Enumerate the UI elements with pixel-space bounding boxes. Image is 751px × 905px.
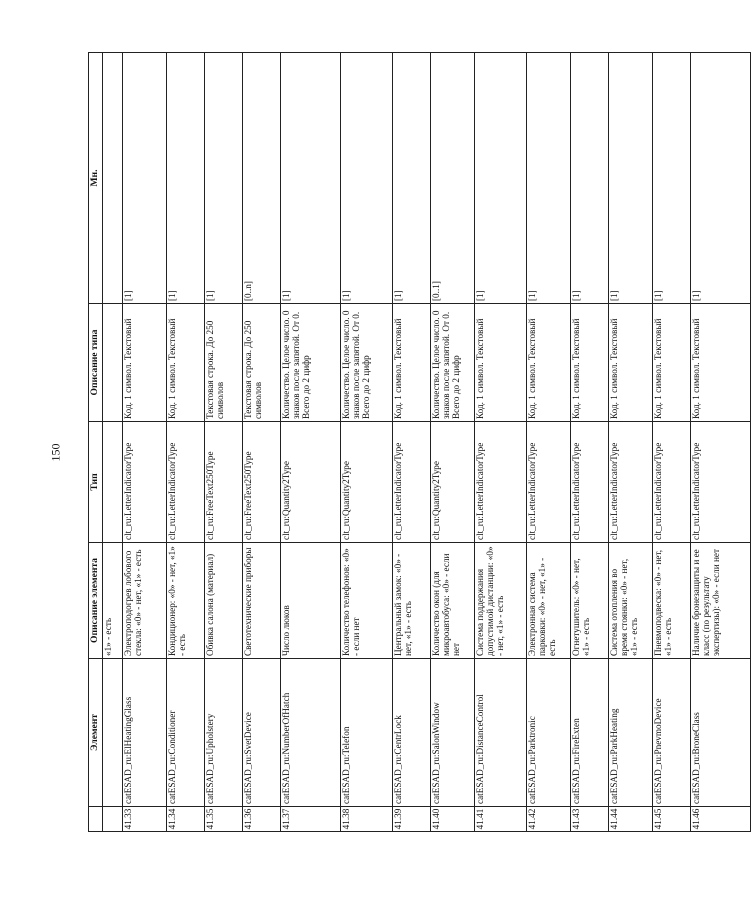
row-element: catESAD_ru:SalonWindow <box>431 659 475 807</box>
row-number: 41.40 <box>431 807 475 832</box>
row-number: 41.39 <box>393 807 431 832</box>
row-element: catESAD_ru:NumberOfHatch <box>281 659 341 807</box>
row-number: 41.38 <box>341 807 393 832</box>
row-element-desc: Кондиционер: «0» - нет, «1» - есть <box>167 543 205 659</box>
row-multiplicity: [1] <box>205 53 243 304</box>
row-type: clt_ru:Quantity2Type <box>341 422 393 543</box>
row-element-desc: Система поддержания допустимой дистанции: «0» - нет, «1» - есть <box>475 543 527 659</box>
header-element: Элемент <box>89 659 103 807</box>
table-row <box>527 53 571 832</box>
row-multiplicity: [1] <box>527 53 571 304</box>
row-element-desc: Число люков <box>281 543 341 659</box>
row-type: clt_ru:LetterIndicatorType <box>653 422 691 543</box>
row-type-desc: Код. 1 символ. Текстовый <box>609 304 653 422</box>
table-body <box>123 53 751 832</box>
row-element-desc: Пневмоподвеска: «0» - нет, «1» - есть <box>653 543 691 659</box>
row-type: clt_ru:Quantity2Type <box>431 422 475 543</box>
row-multiplicity: [1] <box>691 53 751 304</box>
row-number: 41.35 <box>205 807 243 832</box>
continuation-row <box>103 53 123 832</box>
row-type: clt_ru:FreeText250Type <box>243 422 281 543</box>
row-multiplicity: [1] <box>475 53 527 304</box>
row-element: catESAD_ru:CentrLock <box>393 659 431 807</box>
table-row <box>609 53 653 832</box>
table-row <box>281 53 341 832</box>
row-type: clt_ru:LetterIndicatorType <box>393 422 431 543</box>
row-type: clt_ru:Quantity2Type <box>281 422 341 543</box>
row-type-desc: Количество. Целое число. 0 знаков после запятой. От 0. Всего до 2 цифр <box>431 304 475 422</box>
row-element: catESAD_ru:PnevmoDevice <box>653 659 691 807</box>
row-number: 41.45 <box>653 807 691 832</box>
row-element: catESAD_ru:Parktronic <box>527 659 571 807</box>
header-type-desc: Описание типа <box>89 304 103 422</box>
row-multiplicity: [1] <box>341 53 393 304</box>
row-type-desc: Код. 1 символ. Текстовый <box>527 304 571 422</box>
header-row <box>89 53 103 832</box>
row-element: catESAD_ru:SvetDevice <box>243 659 281 807</box>
row-multiplicity: [1] <box>167 53 205 304</box>
row-number: 41.44 <box>609 807 653 832</box>
row-type: clt_ru:FreeText250Type <box>205 422 243 543</box>
row-element: catESAD_ru:FireExten <box>571 659 609 807</box>
row-number: 41.41 <box>475 807 527 832</box>
row-multiplicity: [1] <box>571 53 609 304</box>
row-type-desc: Код. 1 символ. Текстовый <box>393 304 431 422</box>
row-multiplicity: [1] <box>123 53 167 304</box>
table-row <box>341 53 393 832</box>
header-multiplicity: Мн. <box>89 53 103 304</box>
row-type-desc: Текстовая строка. До 250 символов <box>243 304 281 422</box>
row-element-desc: Обивка салона (материал) <box>205 543 243 659</box>
row-element: catESAD_ru:ParkHeating <box>609 659 653 807</box>
page-number: 150 <box>48 443 63 462</box>
table-row <box>571 53 609 832</box>
row-number: 41.34 <box>167 807 205 832</box>
table-row <box>123 53 167 832</box>
header-element-desc: Описание элемента <box>89 543 103 659</box>
table-row <box>691 53 751 832</box>
row-number: 41.37 <box>281 807 341 832</box>
row-type: clt_ru:LetterIndicatorType <box>609 422 653 543</box>
row-type-desc: Количество. Целое число. 0 знаков после запятой. От 0. Всего до 2 цифр <box>281 304 341 422</box>
row-number: 41.33 <box>123 807 167 832</box>
row-number: 41.43 <box>571 807 609 832</box>
row-multiplicity: [1] <box>609 53 653 304</box>
row-element-desc: Система отопления во время стоянки: «0» - нет, «1» - есть <box>609 543 653 659</box>
row-element: catESAD_ru:Upholstery <box>205 659 243 807</box>
row-element-desc: Светотехнические приборы <box>243 543 281 659</box>
row-type: clt_ru:LetterIndicatorType <box>527 422 571 543</box>
table-row <box>475 53 527 832</box>
row-type-desc: Количество. Целое число. 0 знаков после запятой. От 0. Всего до 2 цифр <box>341 304 393 422</box>
row-element-desc: Количество окон (для микроавтобуса: «0» - если нет <box>431 543 475 659</box>
data-table <box>88 52 751 832</box>
row-element-desc: Огнетушитель: «0» - нет, «1» - есть <box>571 543 609 659</box>
row-element: catESAD_ru:Telefon <box>341 659 393 807</box>
row-multiplicity: [1] <box>653 53 691 304</box>
row-type: clt_ru:LetterIndicatorType <box>475 422 527 543</box>
continuation-text: «1» - есть <box>103 543 123 659</box>
row-multiplicity: [1] <box>393 53 431 304</box>
row-element-desc: Наличие бронезащиты и ее класс (по результату экспертизы): «0» - если нет <box>691 543 751 659</box>
row-multiplicity: [1] <box>281 53 341 304</box>
row-element-desc: Электронная система парковки: «0» - нет, «1» - есть <box>527 543 571 659</box>
table-row <box>167 53 205 832</box>
row-number: 41.46 <box>691 807 751 832</box>
row-multiplicity: [0..1] <box>431 53 475 304</box>
row-element-desc: Количество телефонов: «0» - если нет <box>341 543 393 659</box>
row-element-desc: Электроподогрев лобового стекла: «0» - нет, «1» - есть <box>123 543 167 659</box>
row-element-desc: Центральный замок: «0» - нет, «1» - есть <box>393 543 431 659</box>
row-type-desc: Код. 1 символ. Текстовый <box>691 304 751 422</box>
row-type-desc: Код. 1 символ. Текстовый <box>123 304 167 422</box>
row-type-desc: Код. 1 символ. Текстовый <box>653 304 691 422</box>
row-number: 41.36 <box>243 807 281 832</box>
row-element: catESAD_ru:BroneClass <box>691 659 751 807</box>
row-element: catESAD_ru:ElHeatingGlass <box>123 659 167 807</box>
row-type-desc: Код. 1 символ. Текстовый <box>571 304 609 422</box>
row-type: clt_ru:LetterIndicatorType <box>691 422 751 543</box>
row-element: catESAD_ru:DistanceControl <box>475 659 527 807</box>
row-type-desc: Текстовая строка. До 250 символов <box>205 304 243 422</box>
table-row <box>393 53 431 832</box>
row-type-desc: Код. 1 символ. Текстовый <box>475 304 527 422</box>
header-number <box>89 807 103 832</box>
table-row <box>243 53 281 832</box>
row-type-desc: Код. 1 символ. Текстовый <box>167 304 205 422</box>
header-type: Тип <box>89 422 103 543</box>
table-row <box>653 53 691 832</box>
table-row <box>205 53 243 832</box>
row-type: clt_ru:LetterIndicatorType <box>167 422 205 543</box>
row-element: catESAD_ru:Conditioner <box>167 659 205 807</box>
row-type: clt_ru:LetterIndicatorType <box>123 422 167 543</box>
table-row <box>431 53 475 832</box>
row-number: 41.42 <box>527 807 571 832</box>
row-type: clt_ru:LetterIndicatorType <box>571 422 609 543</box>
table-container <box>88 53 721 832</box>
row-multiplicity: [0..n] <box>243 53 281 304</box>
